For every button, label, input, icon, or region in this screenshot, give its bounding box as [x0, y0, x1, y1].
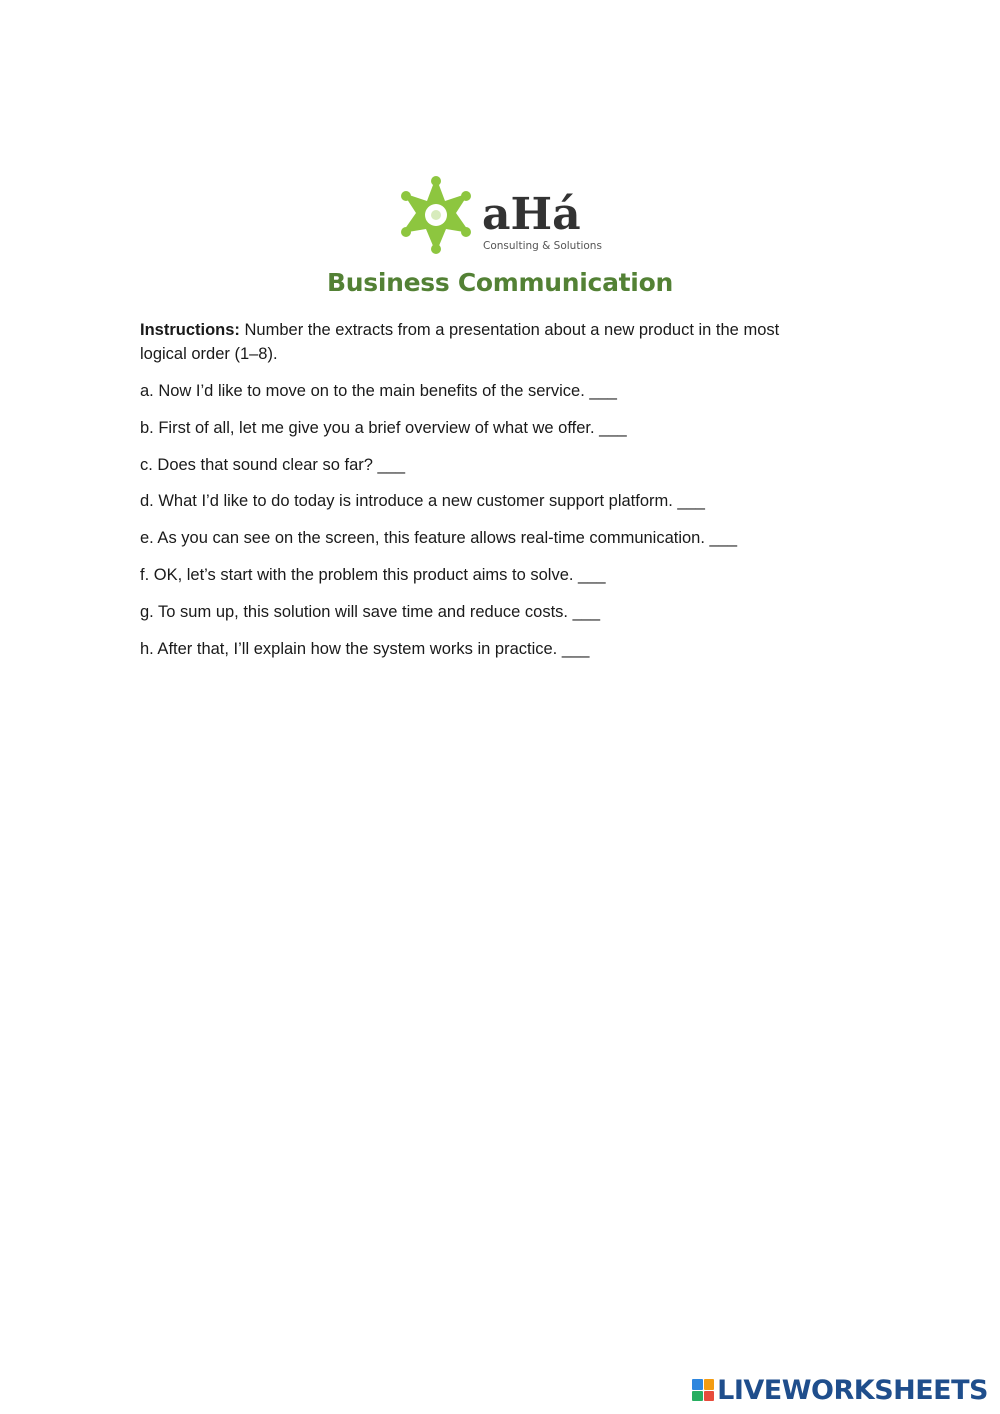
list-item: f. OK, let’s start with the problem this product aims to solve. ___: [140, 565, 606, 584]
instructions-text: Number the extracts from a presentation about a new product in the most logical order (1–8).: [140, 321, 780, 363]
liveworksheets-logo-icon: [692, 1379, 714, 1401]
company-logo: [396, 174, 606, 256]
aha-logo-graphic: [396, 174, 606, 256]
list-item: c. Does that sound clear so far? ___: [140, 455, 406, 474]
list-item: d. What I’d like to do today is introduce a new customer support platform. ___: [140, 492, 705, 511]
green-star-gear-icon: [401, 176, 471, 254]
logo-tagline: Consulting & Solutions: [483, 240, 602, 252]
liveworksheets-brand[interactable]: [692, 1374, 988, 1406]
list-item: b. First of all, let me give you a brief overview of what we offer. ___: [140, 418, 627, 437]
list-item: e. As you can see on the screen, this feature allows real-time communication. ___: [140, 529, 738, 548]
list-item: h. After that, I’ll explain how the system works in practice. ___: [140, 639, 590, 658]
page-title: Business Communication: [327, 268, 673, 297]
list-item: a. Now I’d like to move on to the main benefits of the service. ___: [140, 382, 617, 400]
worksheet-body: [140, 318, 830, 673]
logo-brand-text: aHá: [482, 189, 581, 240]
liveworksheets-wordmark: LIVEWORKSHEETS: [717, 1374, 988, 1406]
instructions: [140, 318, 830, 366]
list-item: g. To sum up, this solution will save time and reduce costs. ___: [140, 602, 601, 621]
instructions-label: Instructions:: [140, 321, 240, 339]
extract-list: [140, 379, 830, 661]
